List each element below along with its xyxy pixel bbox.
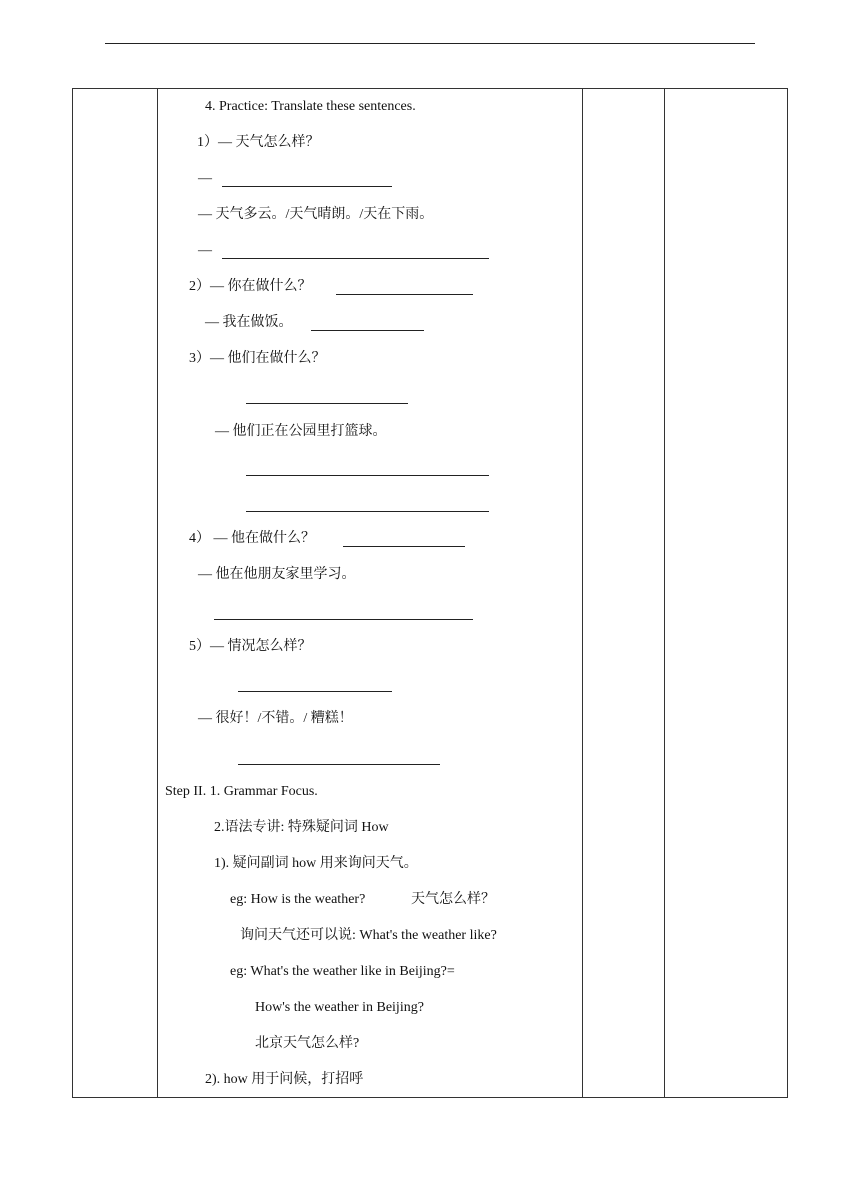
grammar-point-1: 1). 疑问副词 how 用来询问天气。	[214, 856, 418, 871]
q4-reply-answer-blank	[214, 619, 473, 620]
q2-label: 2）— 你在做什么？	[189, 279, 312, 294]
q5-reply-answer-blank	[238, 764, 440, 765]
example-2-line-a: eg: What's the weather like in Beijing?=	[230, 964, 455, 979]
table-column-divider-2	[582, 88, 583, 1098]
q2-reply-answer-blank	[311, 330, 424, 331]
grammar-topic: 2.语法专讲: 特殊疑问词 How	[214, 820, 389, 835]
q1-reply: — 天气多云。/天气晴朗。/天在下雨。	[198, 207, 434, 222]
practice-heading: 4. Practice: Translate these sentences.	[205, 99, 416, 114]
q2-answer-blank	[336, 294, 473, 295]
q3-reply-answer-blank-2	[246, 511, 489, 512]
q5-answer-blank	[238, 691, 392, 692]
example-1-english: eg: How is the weather?	[230, 892, 366, 907]
table-column-divider-1	[157, 88, 158, 1098]
lesson-table	[72, 88, 788, 1098]
q2-reply: — 我在做饭。	[205, 315, 293, 330]
table-column-divider-3	[664, 88, 665, 1098]
q1-label: 1）— 天气怎么样？	[197, 135, 320, 150]
q1-reply-answer-blank	[222, 258, 489, 259]
q3-label: 3）— 他们在做什么？	[189, 351, 326, 366]
q4-label: 4） — 他在做什么？	[189, 531, 315, 546]
grammar-point-2: 2). how 用于问候，打招呼	[205, 1072, 364, 1087]
page-header-rule	[105, 43, 755, 44]
q4-reply: — 他在他朋友家里学习。	[198, 567, 356, 582]
alternative-intro: 询问天气还可以说: What's the weather like?	[240, 928, 497, 943]
q3-reply: — 他们正在公园里打篮球。	[215, 424, 387, 439]
example-2-chinese: 北京天气怎么样?	[255, 1036, 360, 1051]
q4-answer-blank	[343, 546, 465, 547]
q3-answer-blank	[246, 403, 408, 404]
q1-answer-dash: —	[198, 171, 212, 186]
q1-answer-blank	[222, 186, 392, 187]
example-2-line-b: How's the weather in Beijing?	[255, 1000, 424, 1015]
example-1-chinese: 天气怎么样？	[411, 892, 495, 907]
q5-reply: — 很好！/不错。/ 糟糕！	[198, 711, 353, 726]
q1-reply-answer-dash: —	[198, 243, 212, 258]
q5-label: 5）— 情况怎么样？	[189, 639, 312, 654]
step-heading: Step II. 1. Grammar Focus.	[165, 784, 318, 799]
q3-reply-answer-blank-1	[246, 475, 489, 476]
